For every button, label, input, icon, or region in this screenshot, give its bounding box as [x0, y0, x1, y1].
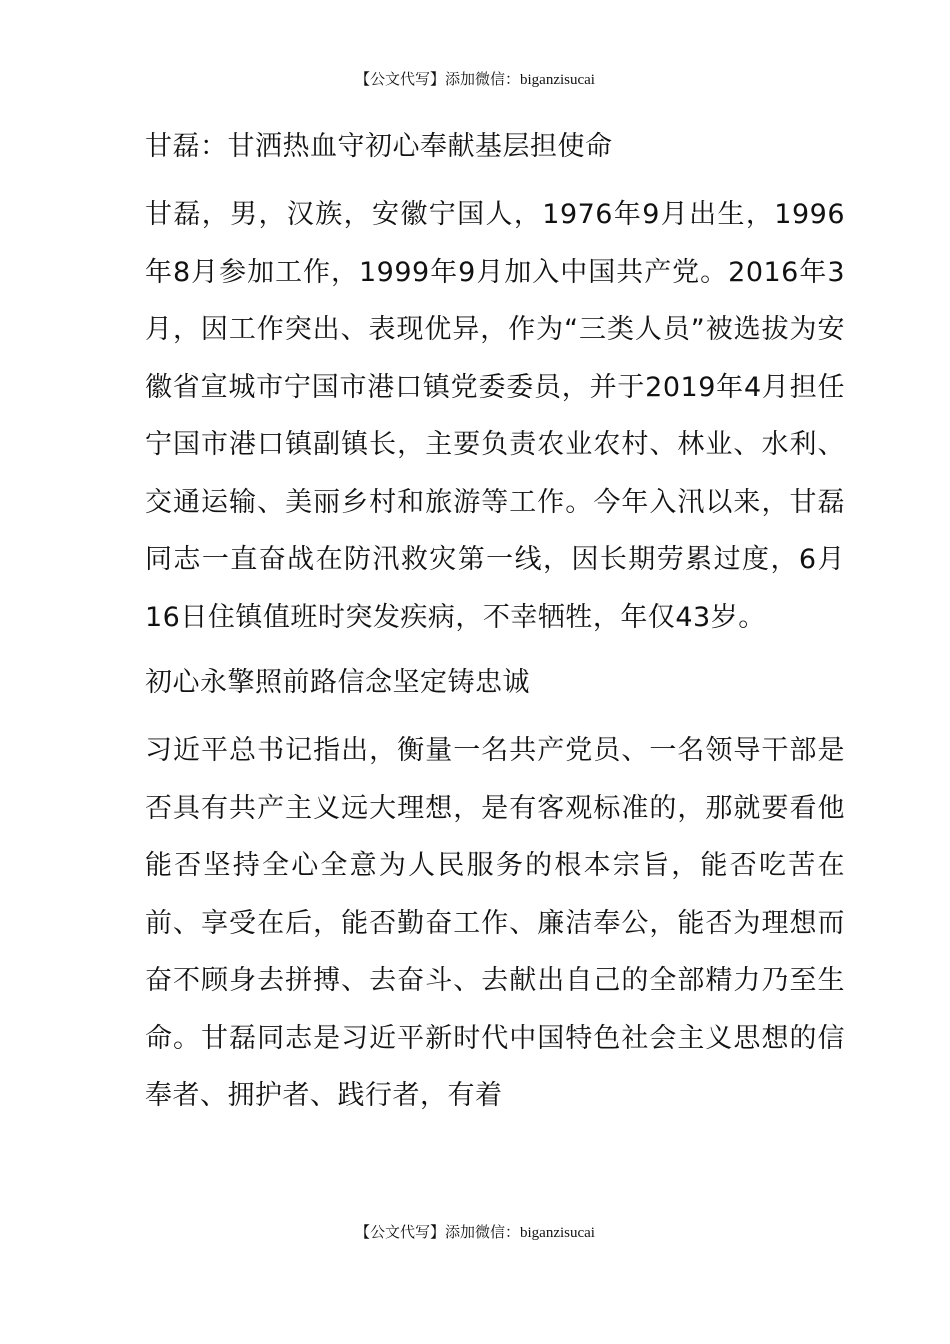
section-paragraph: 习近平总书记指出，衡量一名共产党员、一名领导干部是否具有共产主义远大理想，是有客观标准的，那就要看他能否坚持全心全意为人民服务的根本宗旨，能否吃苦在前、享受在后，能否勤奋工作、廉洁奉公，能否为理想而奋不顾身去拼搏、去奋斗、去献出自己的全部精力乃至生命。甘磊同志是习近平新时代中国特色社会主义思想的信奉者、拥护者、践行者，有着 — [145, 735, 845, 1111]
header-note: 【公文代写】添加微信：biganzisucai — [355, 72, 595, 88]
footer-note: 【公文代写】添加微信：biganzisucai — [355, 1225, 595, 1241]
section-heading: 初心永擎照前路信念坚定铸忠诚 — [145, 667, 530, 698]
article-body — [145, 126, 845, 1125]
intro-paragraph: 甘磊，男，汉族，安徽宁国人，1976年9月出生，1996年8月参加工作，1999年9月加入中国共产党。2016年3月，因工作突出、表现优异，作为“三类人员”被选拔为安徽省宣城市宁国市港口镇党委委员，并于2019年4月担任宁国市港口镇副镇长，主要负责农业农村、林业、水利、交通运输、美丽乡村和旅游等工作。今年入汛以来，甘磊同志一直奋战在防汛救灾第一线，因长期劳累过度，6月16日住镇值班时突发疾病，不幸牺牲，年仅43岁。 — [145, 199, 845, 633]
article-title: 甘磊：甘洒热血守初心奉献基层担使命 — [145, 131, 613, 162]
